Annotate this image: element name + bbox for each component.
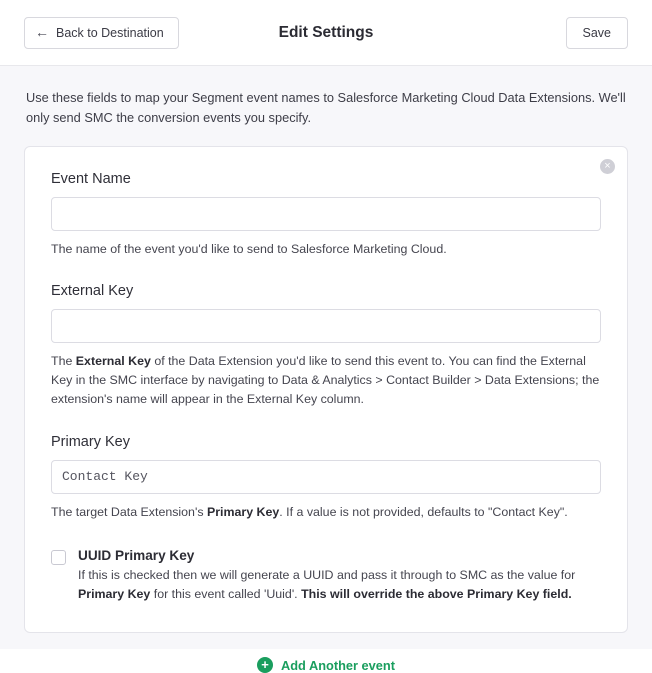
external-key-help-bold: External Key bbox=[75, 353, 151, 368]
external-key-label: External Key bbox=[51, 282, 134, 299]
save-button[interactable]: Save bbox=[566, 17, 629, 49]
primary-key-help bbox=[51, 503, 601, 522]
event-name-label: Event Name bbox=[51, 170, 131, 187]
primary-key-help-rest: . If a value is not provided, defaults to "Contact Key". bbox=[279, 504, 568, 519]
close-icon[interactable]: × bbox=[600, 159, 615, 174]
back-button-label: Back to Destination bbox=[56, 25, 164, 40]
event-mapping-card bbox=[24, 146, 628, 634]
uuid-desc-bold-2: This will override the above Primary Key field. bbox=[301, 586, 572, 601]
primary-key-help-lead: The target Data Extension's bbox=[51, 504, 207, 519]
plus-icon: + bbox=[257, 657, 273, 673]
uuid-primary-key-checkbox[interactable] bbox=[51, 550, 66, 565]
uuid-desc-bold-1: Primary Key bbox=[78, 586, 151, 601]
page-header bbox=[0, 0, 652, 66]
primary-key-input[interactable] bbox=[51, 460, 601, 494]
external-key-input[interactable] bbox=[51, 309, 601, 343]
external-key-help bbox=[51, 352, 601, 410]
settings-body bbox=[0, 66, 652, 673]
uuid-desc-lead: If this is checked then we will generate a UUID and pass it through to SMC as the value for bbox=[78, 567, 576, 582]
uuid-primary-key-label: UUID Primary Key bbox=[78, 547, 195, 563]
uuid-primary-key-body bbox=[78, 548, 601, 604]
uuid-desc-mid: for this event called 'Uuid'. bbox=[150, 586, 302, 601]
external-key-help-rest: of the Data Extension you'd like to send this event to. You can find the External Key in the SMC interface by navigating to Data & Analytics > Contact Builder > Data Extensions; the extension's name will appear in the External Key column. bbox=[51, 353, 600, 407]
page-title: Edit Settings bbox=[278, 23, 374, 41]
arrow-left-icon: ← bbox=[35, 24, 49, 40]
add-another-event-label: Add Another event bbox=[281, 657, 395, 673]
event-name-help: The name of the event you'd like to send to Salesforce Marketing Cloud. bbox=[51, 241, 447, 256]
add-another-event-button[interactable] bbox=[24, 657, 628, 673]
primary-key-help-bold: Primary Key bbox=[206, 504, 280, 519]
back-to-destination-button[interactable] bbox=[24, 17, 179, 49]
uuid-primary-key-row[interactable] bbox=[51, 548, 601, 604]
uuid-primary-key-description bbox=[78, 566, 601, 604]
external-key-help-lead: The bbox=[51, 353, 76, 368]
event-name-input[interactable] bbox=[51, 197, 601, 231]
intro-text: Use these fields to map your Segment event names to Salesforce Marketing Cloud Data Extensions. We'll only send SMC the conversion events you specify. bbox=[26, 90, 626, 125]
primary-key-label: Primary Key bbox=[51, 433, 130, 450]
